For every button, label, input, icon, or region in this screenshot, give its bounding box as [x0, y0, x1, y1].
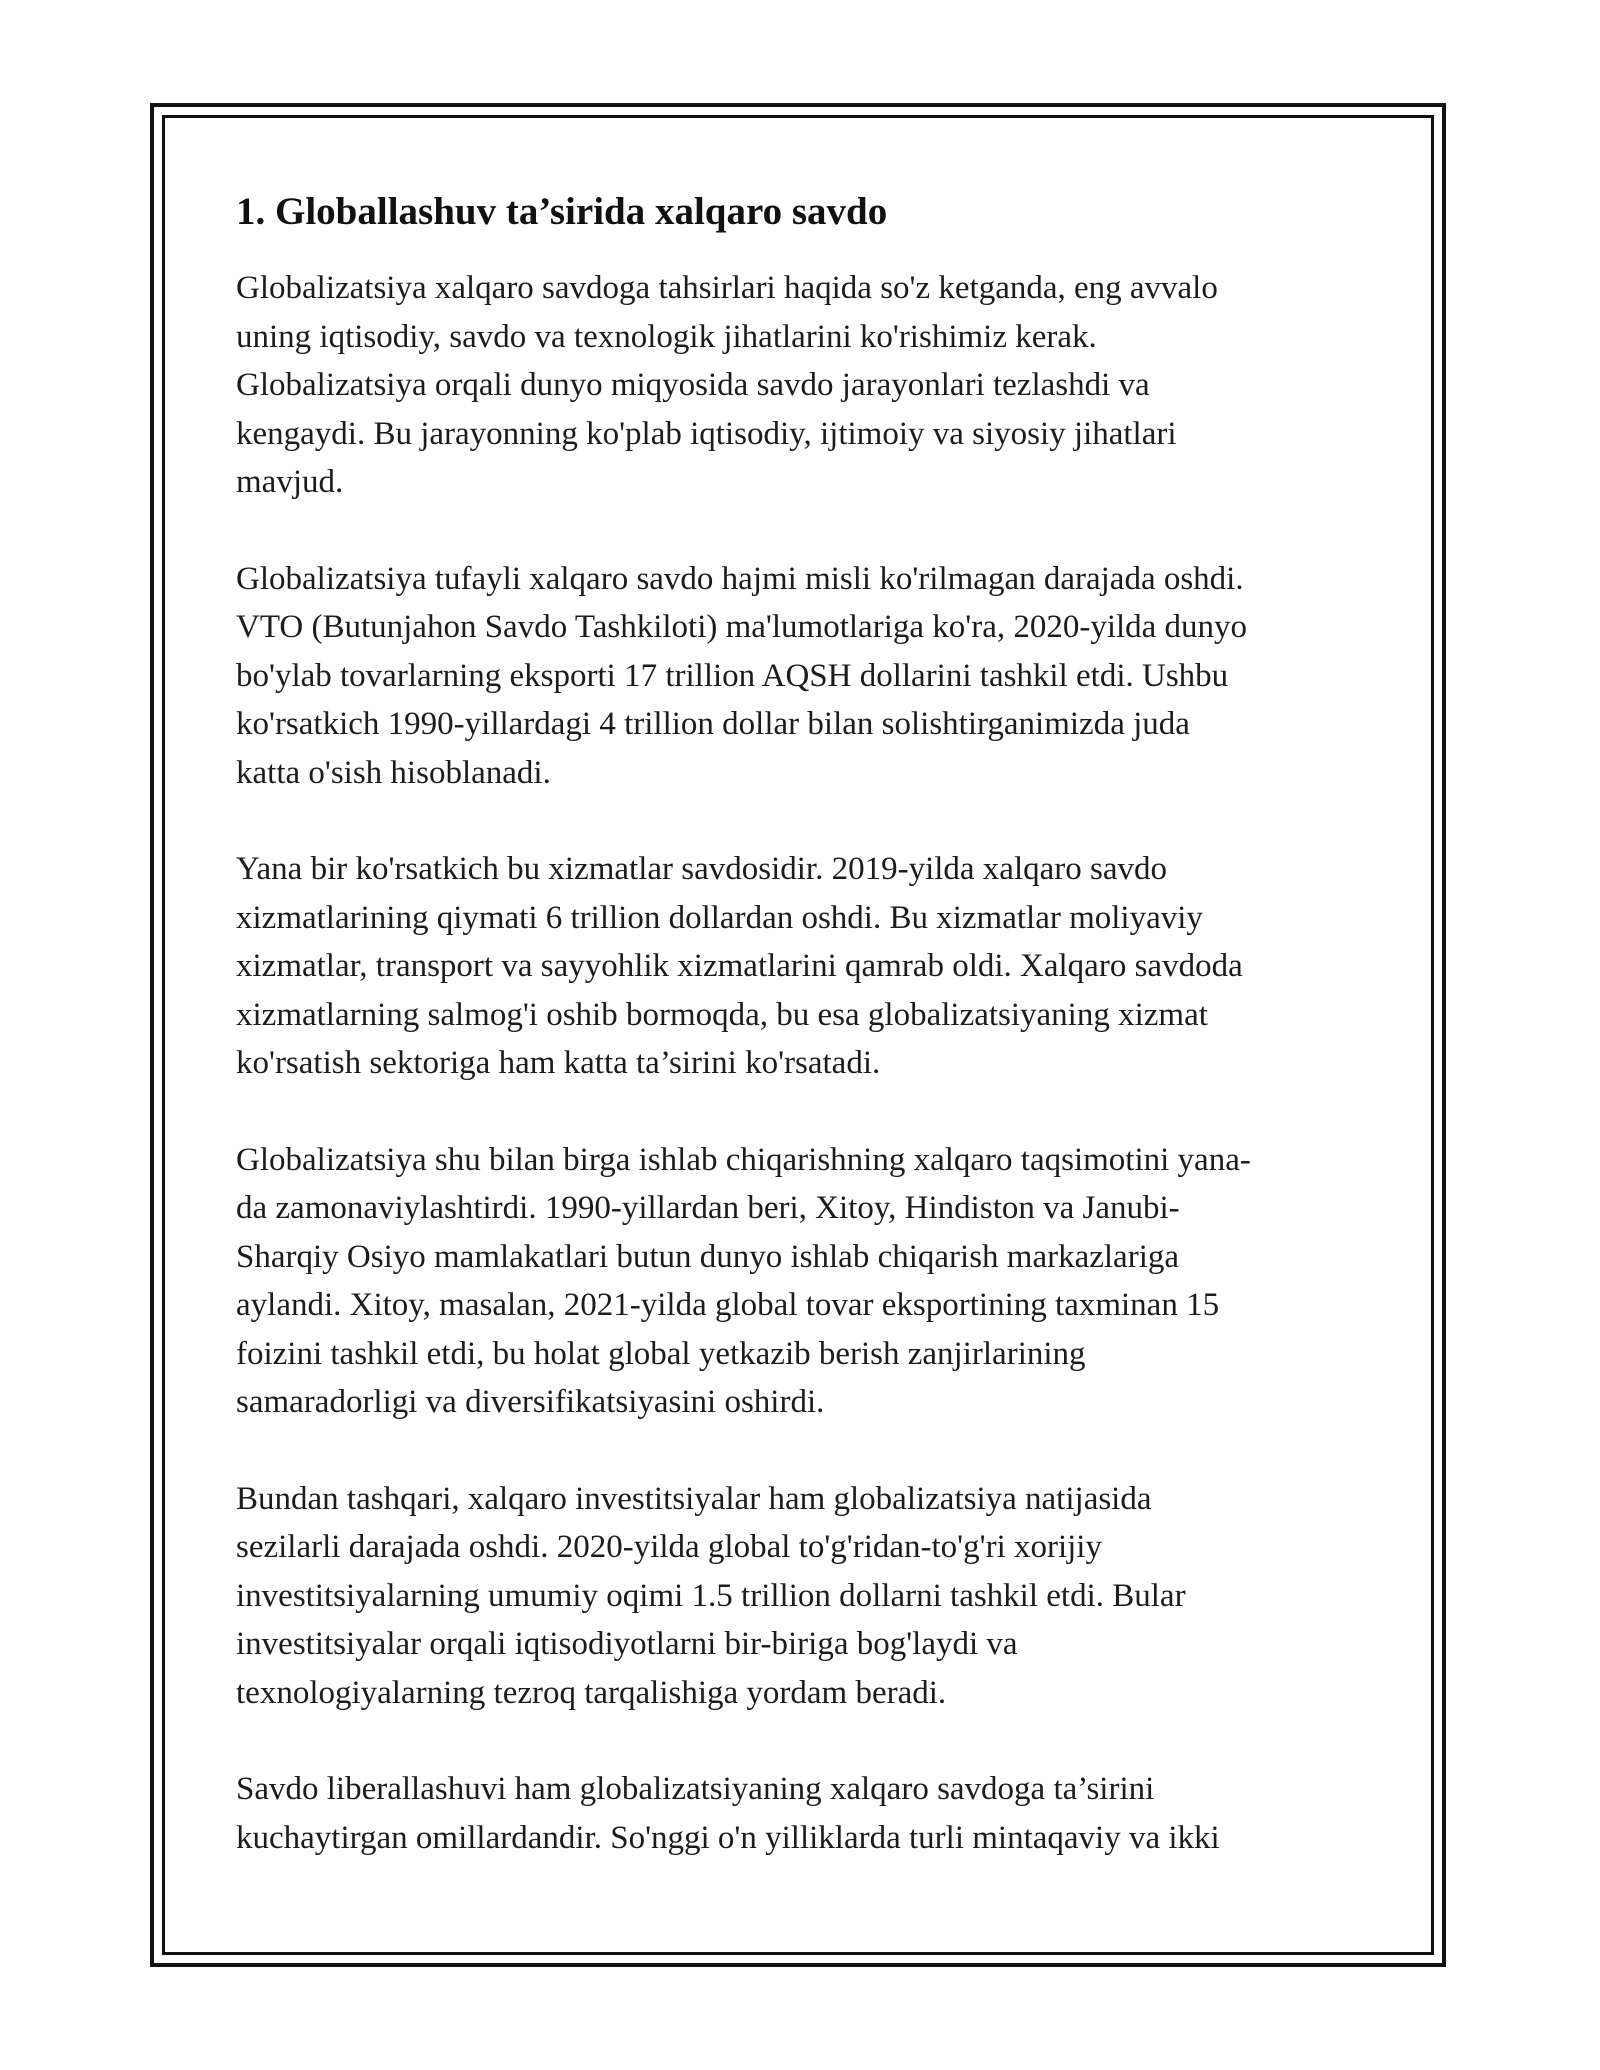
- paragraph-line: investitsiyalar orqali iqtisodiyotlarni bir-biriga bog'laydi va: [236, 1626, 1018, 1662]
- paragraph-line: Globalizatsiya tufayli xalqaro savdo hajmi misli ko'rilmagan darajada oshdi.: [236, 560, 1244, 597]
- paragraph-line: xizmatlar, transport va sayyohlik xizmatlarini qamrab oldi. Xalqaro savdoda: [236, 948, 1243, 984]
- paragraph-globalization-intro: [236, 264, 1366, 507]
- paragraph-line: xizmatlarning salmog'i oshib bormoqda, bu esa globalizatsiyaning xizmat: [236, 996, 1208, 1033]
- paragraph-line: Globalizatsiya orqali dunyo miqyosida savdo jarayonlari tezlashdi va: [236, 367, 1150, 403]
- paragraph-line: sezilarli darajada oshdi. 2020-yilda global to'g'ridan-to'g'ri xorijiy: [236, 1529, 1102, 1565]
- paragraph-line: VTO (Butunjahon Savdo Tashkiloti) ma'lumotlariga ko'ra, 2020-yilda dunyo: [236, 609, 1248, 645]
- paragraph-line: katta o'sish hisoblanadi.: [236, 754, 551, 791]
- paragraph-line: uning iqtisodiy, savdo va texnologik jihatlarini ko'rishimiz kerak.: [236, 318, 1097, 355]
- paragraph-line: Globalizatsiya shu bilan birga ishlab chiqarishning xalqaro taqsimotini yana-: [236, 1141, 1251, 1178]
- paragraph-line: ko'rsatish sektoriga ham katta ta’sirini ko'rsatadi.: [236, 1045, 881, 1081]
- paragraph-trade-volume: [236, 555, 1366, 798]
- document-body: [236, 186, 1366, 1910]
- paragraph-line: ko'rsatkich 1990-yillardagi 4 trillion dollar bilan solishtirganimizda juda: [236, 706, 1190, 742]
- paragraph-line: aylandi. Xitoy, masalan, 2021-yilda global tovar eksportining taxminan 15: [236, 1287, 1220, 1323]
- paragraph-line: texnologiyalarning tezroq tarqalishiga yordam beradi.: [236, 1674, 947, 1711]
- paragraph-investments: [236, 1475, 1366, 1718]
- paragraph-line: da zamonaviylashtirdi. 1990-yillardan beri, Xitoy, Hindiston va Janubi-: [236, 1190, 1180, 1226]
- paragraph-line: Bundan tashqari, xalqaro investitsiyalar ham globalizatsiya natijasida: [236, 1480, 1152, 1517]
- paragraph-line: bo'ylab tovarlarning eksporti 17 trillion AQSH dollarini tashkil etdi. Ushbu: [236, 657, 1229, 694]
- paragraph-line: kengaydi. Bu jarayonning ko'plab iqtisodiy, ijtimoiy va siyosiy jihatlari: [236, 415, 1177, 452]
- paragraph-line: mavjud.: [236, 464, 344, 500]
- section-heading: 1. Globallashuv ta’sirida xalqaro savdo: [236, 190, 888, 233]
- paragraph-line: samaradorligi va diversifikatsiyasini oshirdi.: [236, 1384, 825, 1420]
- paragraph-line: Savdo liberallashuvi ham globalizatsiyaning xalqaro savdoga ta’sirini: [236, 1771, 1155, 1807]
- paragraph-line: investitsiyalarning umumiy oqimi 1.5 trillion dollarni tashkil etdi. Bular: [236, 1577, 1186, 1614]
- paragraph-line: Yana bir ko'rsatkich bu xizmatlar savdosidir. 2019-yilda xalqaro savdo: [236, 851, 1167, 887]
- paragraph-line: foizini tashkil etdi, bu holat global yetkazib berish zanjirlarining: [236, 1335, 1086, 1372]
- paragraph-line: Sharqiy Osiyo mamlakatlari butun dunyo ishlab chiqarish markazlariga: [236, 1238, 1180, 1275]
- paragraph-trade-liberalization: [236, 1765, 1366, 1862]
- paragraph-line: kuchaytirgan omillardandir. So'nggi o'n yilliklarda turli mintaqaviy va ikki: [236, 1819, 1220, 1856]
- paragraph-line: xizmatlarining qiymati 6 trillion dollardan oshdi. Bu xizmatlar moliyaviy: [236, 899, 1203, 936]
- paragraph-services-trade: [236, 845, 1366, 1088]
- paragraph-line: Globalizatsiya xalqaro savdoga tahsirlari haqida so'z ketganda, eng avvalo: [236, 270, 1218, 306]
- paragraph-production-distribution: [236, 1136, 1366, 1427]
